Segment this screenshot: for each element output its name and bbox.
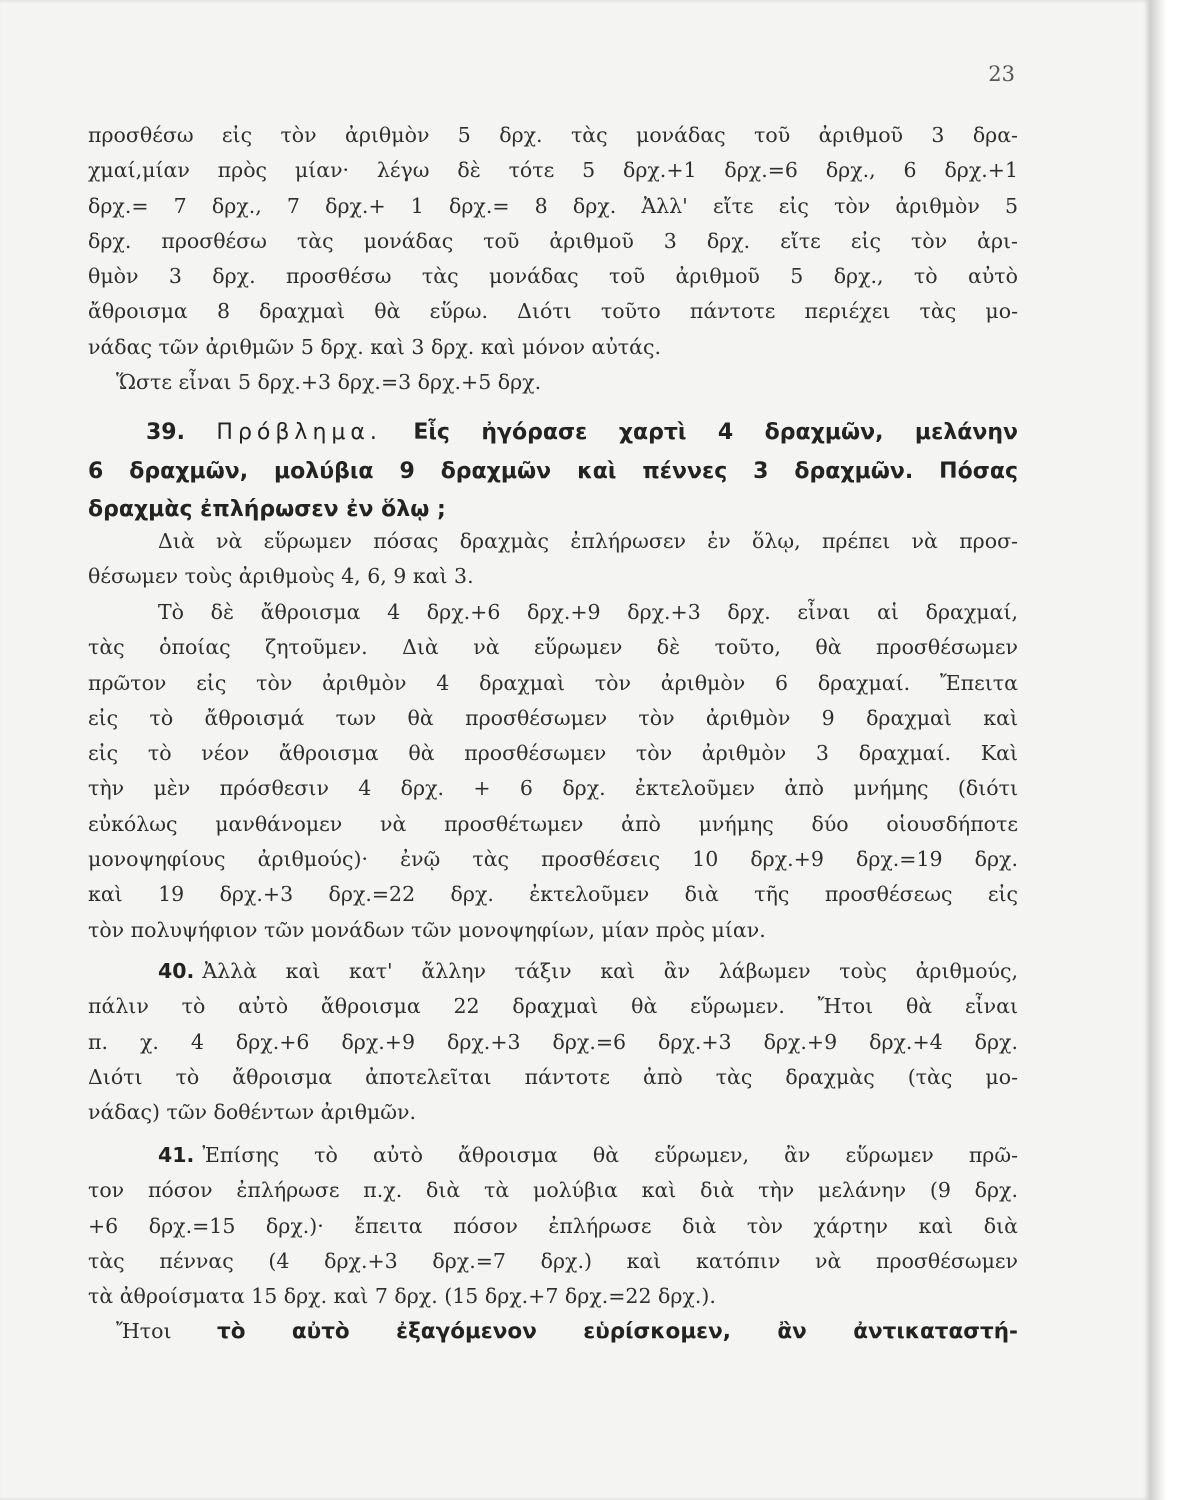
text-line: ἄθροισμα 8 δραχμαὶ θὰ εὕρω. Διότι τοῦτο πάντοτε περιέχει τὰς μο- (88, 299, 1018, 324)
text-line: εἰς τὸ νέον ἄθροισμα θὰ προσθέσωμεν τὸν ἀριθμὸν 3 δραχμαί. Καὶ (88, 741, 1018, 766)
text-line: νάδας τῶν ἀριθμῶν 5 δρχ. καὶ 3 δρχ. καὶ μόνον αὐτάς. (88, 334, 661, 359)
section-41 (88, 1138, 1018, 1350)
paragraph-addition-commutative (88, 118, 1018, 400)
text-line: τὰ ἀθροίσματα 15 δρχ. καὶ 7 δρχ. (15 δρχ.+7 δρχ.=22 δρχ.). (88, 1284, 716, 1309)
text-line: τον πόσον ἐπλήρωσε π.χ. διὰ τὰ μολύβια καὶ διὰ τὴν μελάνην (9 δρχ. (88, 1178, 1018, 1203)
text-line (88, 1314, 1018, 1349)
problem-text-line: δραχμὰς ἐπλήρωσεν ἐν ὅλῳ ; (88, 497, 446, 522)
text-line: θέσωμεν τοὺς ἀριθμοὺς 4, 6, 9 καὶ 3. (88, 564, 474, 589)
solution-39 (88, 524, 1018, 595)
text-line: τὴν μὲν πρόσθεσιν 4 δρχ. + 6 δρχ. ἐκτελοῦμεν ἀπὸ μνήμης (διότι (88, 776, 1018, 801)
problem-text: Εἷς ἠγόρασε χαρτὶ 4 δραχμῶν, μελάνην (413, 420, 1018, 445)
page-edge (1150, 0, 1177, 1500)
text-line: Ὥστε εἶναι 5 δρχ.+3 δρχ.=3 δρχ.+5 δρχ. (116, 370, 542, 395)
text-line: δρχ.= 7 δρχ., 7 δρχ.+ 1 δρχ.= 8 δρχ. Ἀλλ' εἴτε εἰς τὸν ἀριθμὸν 5 (88, 193, 1018, 218)
text-line: Τὸ δὲ ἄθροισμα 4 δρχ.+6 δρχ.+9 δρχ.+3 δρχ. εἶναι αἱ δραχμαί, (158, 600, 1018, 624)
text-line: χμαί,μίαν πρὸς μίαν· λέγω δὲ τότε 5 δρχ.+1 δρχ.=6 δρχ., 6 δρχ.+1 (88, 158, 1018, 183)
text-line: νάδας) τῶν δοθέντων ἀριθμῶν. (88, 1100, 416, 1125)
text-line: τὸν πολυψήφιον τῶν μονάδων τῶν μονοψηφίων, μίαν πρὸς μίαν. (88, 917, 766, 942)
text-line: μονοψηφίους ἀριθμούς)· ἐνῷ τὰς προσθέσεις 10 δρχ.+9 δρχ.=19 δρχ. (88, 847, 1018, 872)
problem-39 (88, 414, 1018, 530)
text-line: εὐκόλως μανθάνομεν νὰ προσθέτωμεν ἀπὸ μνήμης δύο οἱουσδήποτε (88, 811, 1018, 836)
text-line: Διὰ νὰ εὕρωμεν πόσας δραχμὰς ἐπλήρωσεν ἐν ὅλῳ, πρέπει νὰ προσ- (158, 529, 1018, 553)
page-number: 23 (988, 62, 1015, 86)
section-number: 41. (158, 1143, 195, 1167)
paragraph-sum (88, 595, 1018, 948)
text-line: τὰς ὁποίας ζητοῦμεν. Διὰ νὰ εὕρωμεν δὲ τοῦτο, θὰ προσθέσωμεν (88, 635, 1018, 660)
text-line: Διότι τὸ ἄθροισμα ἀποτελεῖται πάντοτε ἀπὸ τὰς δραχμὰς (τὰς μο- (88, 1064, 1018, 1089)
text-line: θμὸν 3 δρχ. προσθέσω τὰς μονάδας τοῦ ἀριθμοῦ 5 δρχ., τὸ αὐτὸ (88, 264, 1018, 289)
text-line: εἰς τὸ ἄθροισμά των θὰ προσθέσωμεν τὸν ἀριθμὸν 9 δραχμαὶ καὶ (88, 705, 1018, 730)
text-line: +6 δρχ.=15 δρχ.)· ἔπειτα πόσον ἐπλήρωσε διὰ τὸν χάρτην καὶ διὰ (88, 1213, 1018, 1238)
section-number: 40. (158, 959, 195, 983)
problem-text-line: 6 δραχμῶν, μολύβια 9 δραχμῶν καὶ πέννες 3 δραχμῶν. Πόσας (88, 458, 1018, 484)
text-line: πάλιν τὸ αὐτὸ ἄθροισμα 22 δραχμαὶ θὰ εὕρωμεν. Ἤτοι θὰ εἶναι (88, 994, 1018, 1019)
final-line-start: Ἤτοι (116, 1319, 172, 1344)
final-line-bold: τὸ αὐτὸ ἐξαγόμενον εὑρίσκομεν, ἂν ἀντικαταστή- (216, 1319, 1018, 1345)
problem-number: 39. (146, 420, 185, 445)
text-line: πρῶτον εἰς τὸν ἀριθμὸν 4 δραχμαὶ τὸν ἀριθμὸν 6 δραχμαί. Ἔπειτα (88, 670, 1018, 695)
text-line (88, 1138, 1018, 1173)
problem-label: Πρόβλημα. (216, 420, 382, 445)
problem-heading-line (88, 414, 1018, 453)
section-text: Ἐπίσης τὸ αὐτὸ ἄθροισμα θὰ εὕρωμεν, ἂν εὕρωμεν πρῶ- (202, 1143, 1018, 1167)
text-line: δρχ. προσθέσω τὰς μονάδας τοῦ ἀριθμοῦ 3 δρχ. εἴτε εἰς τὸν ἀρι- (88, 228, 1018, 253)
text-line (88, 954, 1018, 989)
text-line: τὰς πέννας (4 δρχ.+3 δρχ.=7 δρχ.) καὶ κατόπιν νὰ προσθέσωμεν (88, 1248, 1018, 1273)
text-line: π. χ. 4 δρχ.+6 δρχ.+9 δρχ.+3 δρχ.=6 δρχ.+3 δρχ.+9 δρχ.+4 δρχ. (88, 1029, 1018, 1054)
text-line: καὶ 19 δρχ.+3 δρχ.=22 δρχ. ἐκτελοῦμεν διὰ τῆς προσθέσεως εἰς (88, 882, 1018, 907)
text-line: προσθέσω εἰς τὸν ἀριθμὸν 5 δρχ. τὰς μονάδας τοῦ ἀριθμοῦ 3 δρα- (88, 123, 1018, 147)
section-text: Ἀλλὰ καὶ κατ' ἄλλην τάξιν καὶ ἂν λάβωμεν τοὺς ἀριθμούς, (202, 959, 1018, 983)
section-40 (88, 954, 1018, 1130)
